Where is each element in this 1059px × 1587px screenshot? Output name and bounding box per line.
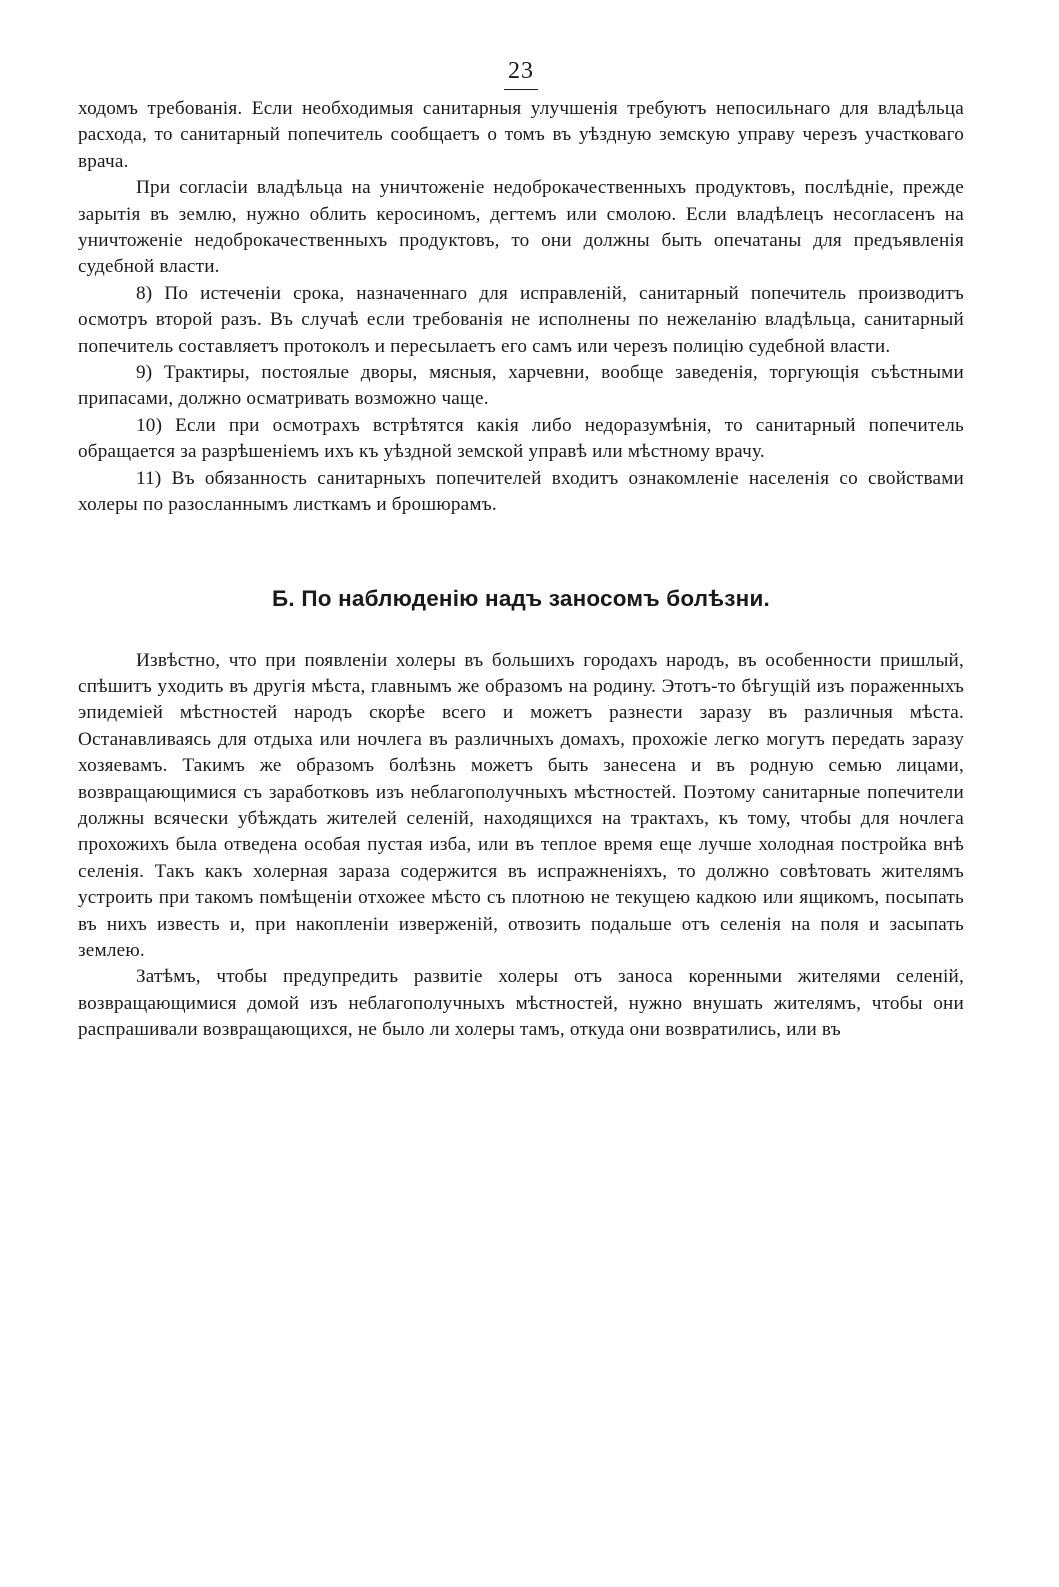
paragraph-consent-destruction: При согласіи владѣльца на уничтоженіе недоброкачественныхъ продуктовъ, послѣдніе, прежде зарытія въ землю, нужно облить керосиномъ, дегтемъ или смолою. Если владѣлецъ несогласенъ на уничтоженіе недоброкачественныхъ продуктовъ, то они должны быть опечатаны для предъявленія судебной власти. [78,177,964,278]
page-number: 23 [78,56,964,90]
paragraph-item-11: 11) Въ обязанность санитарныхъ попечителей входитъ ознакомленіе населенія со свойствами холеры по разосланнымъ листкамъ и брошюрамъ. [78,467,964,516]
paragraph-item-9: 9) Трактиры, постоялые дворы, мясныя, харчевни, вообще заведенія, торгующія съѣстными припасами, должно осматривать возможно чаще. [78,362,964,410]
paragraph-returning-residents: Затѣмъ, чтобы предупредить развитіе холеры отъ заноса коренными жителями селеній, возвращающимися домой изъ неблагополучныхъ мѣстностей, нужно внушать жителямъ, чтобы они распрашивали возвращающихся, не было ли холеры тамъ, откуда они возвратились, или въ [78,966,964,1041]
paragraph-continuation: ходомъ требованія. Если необходимыя санитарныя улучшенія требуютъ непосильнаго для владѣльца расхода, то санитарный попечитель сообщаетъ о томъ въ уѣздную земскую управу черезъ участковаго врача. [78,98,964,172]
paragraph-spread-of-disease: Извѣстно, что при появленіи холеры въ большихъ городахъ народъ, въ особенности пришлый, спѣшитъ уходить въ другія мѣста, главнымъ же образомъ на родину. Этотъ-то бѣгущій изъ пораженныхъ эпидеміей мѣстностей народъ скорѣе всего и можетъ разнести заразу въ различныя мѣста. Останавливаясь для отдыха или ночлега въ различныхъ домахъ, прохожіе легко могутъ передать заразу хозяевамъ. Такимъ же образомъ болѣзнь можетъ быть занесена и въ родную семью лицами, возвращающимися съ заработковъ изъ неблагополучныхъ мѣстностей. Поэтому санитарные попечители должны всячески убѣждать жителей селеній, находящихся на трактахъ, къ тому, чтобы для ночлега прохожихъ была отведена особая пустая изба, или въ теплое время еще лучше холодная постройка внѣ селенія. Такъ какъ холерная зараза содержится въ испражненіяхъ, то должно совѣтовать жителямъ устроить при такомъ помѣщеніи отхожее мѣсто съ плотною не текущею кадкою или ящикомъ, посыпать въ нихъ известь и, при накопленіи изверженій, отвозить подальше отъ селенія на поля и засыпать землею. [78,649,964,961]
document-page [78,56,964,1044]
paragraph-item-10: 10) Если при осмотрахъ встрѣтятся какія либо недоразумѣнія, то санитарный попечитель обращается за разрѣшеніемъ ихъ къ уѣздной земской управѣ или мѣстному врачу. [78,414,964,463]
paragraph-item-8: 8) По истеченіи срока, назначеннаго для исправленій, санитарный попечитель производитъ осмотръ второй разъ. Въ случаѣ если требованія не исполнены по нежеланію владѣльца, санитарный попечитель составляетъ протоколъ и пересылаетъ его самъ или черезъ полицію судебной власти. [78,282,964,357]
section-heading: Б. По наблюденію надъ заносомъ болѣзни. [272,585,770,611]
